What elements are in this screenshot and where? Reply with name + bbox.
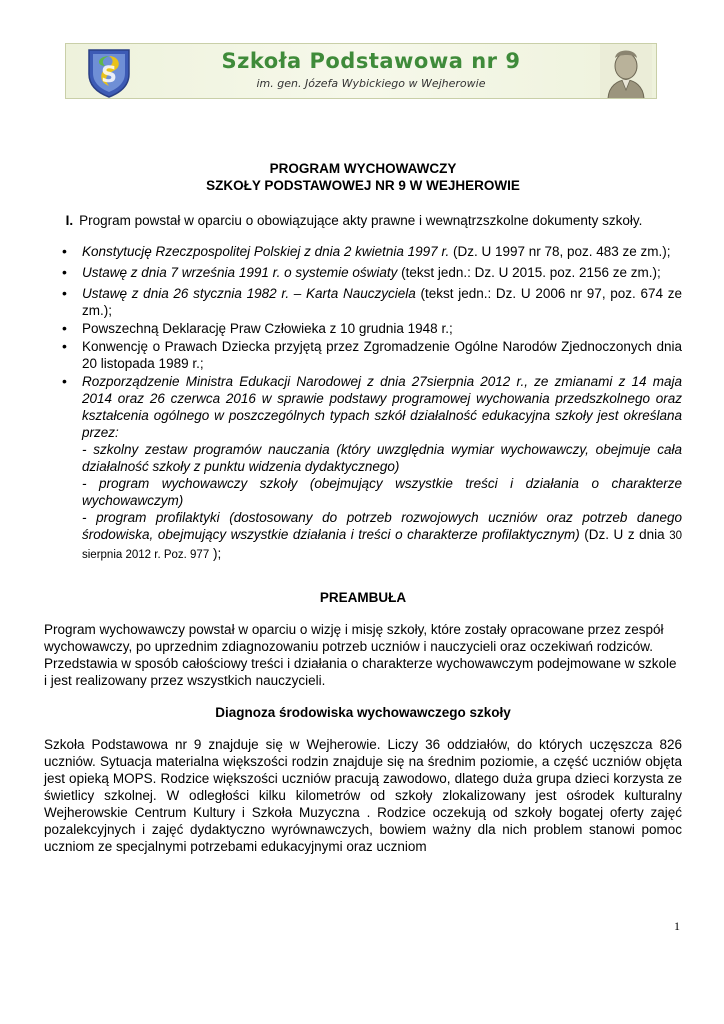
act-title: Ustawę z dnia 7 września 1991 r. o systemie oświaty [82,265,398,280]
regulation-citation: (Dz. U z dnia [579,527,670,542]
diagnosis-heading: Diagnoza środowiska wychowawczego szkoły [215,705,511,720]
document-body [44,160,682,855]
regulation-citation-end: ); [209,546,222,561]
patron-portrait-image [600,44,652,99]
section-1-numeral: I. [65,213,74,228]
act-title: Ustawę z dnia 26 stycznia 1982 r. – Karta Nauczyciela [82,286,416,301]
section-1-text: Program powstał w oparciu o obowiązujące akty prawne i wewnątrzszkolne dokumenty szkoły. [79,213,643,228]
regulation-subitem: - program wychowawczy szkoły (obejmujący wszystkie treści i działania o charakterze wychowawczym) [82,476,682,508]
title-line-1: PROGRAM WYCHOWAWCZY [269,161,457,176]
list-item [82,243,682,260]
regulation-subitem: - szkolny zestaw programów nauczania (który uwzględnia wymiar wychowawczy, obejmuje cała działalność szkoły z punktu widzenia dydaktycznego) [82,442,682,474]
crest-letter: S [101,63,117,88]
document-title [44,160,682,194]
act-reference: (Dz. U 1997 nr 78, poz. 483 ze zm.); [449,244,671,259]
regulation-subitem: - program profilaktyki (dostosowany do potrzeb rozwojowych uczniów oraz potrzeb danego środowiska, obejmujący wszystkie działania i treści o charakterze profilaktycznym) [82,510,682,542]
regulation-citation-date: 30 sierpnia 2012 r. Poz. 977 [82,530,682,561]
school-subtitle: im. gen. Józefa Wybickiego w Wejherowie [256,77,486,90]
legal-acts-list [44,243,682,564]
page-number: 1 [674,919,680,933]
list-item [82,320,682,337]
act-reference: Powszechną Deklarację Praw Człowieka z 10 grudnia 1948 r.; [82,321,453,336]
preamble-heading: PREAMBUŁA [319,590,407,605]
list-item [82,285,682,319]
preamble-text: Program wychowawczy powstał w oparciu o wizję i misję szkoły, które zostały opracowane przez zespół wychowawczy, po uprzednim zdiagnozowaniu potrzeb uczniów i nauczycieli oraz oczekiwań rodziców. Przedstawia w sposób całościowy treści i działania o charakterze wychowawczym podejmowane w szkole i jest realizowany przez wszystkich nauczycieli. [44,622,677,688]
header-banner [65,43,657,99]
act-reference: Konwencję o Prawach Dziecka przyjętą przez Zgromadzenie Ogólne Narodów Zjednoczonych dnia 20 listopada 1989 r.; [82,339,682,371]
list-item [82,338,682,372]
act-reference: (tekst jedn.: Dz. U 2006 nr 97, poz. 674 ze zm.); [82,286,682,318]
act-title: Konstytucję Rzeczpospolitej Polskiej z dnia 2 kwietnia 1997 r. [82,244,450,259]
list-item [82,264,682,281]
act-reference: (tekst jedn.: Dz. U 2015. poz. 2156 ze zm.); [397,265,661,280]
diagnosis-text: Szkoła Podstawowa nr 9 znajduje się w Wejherowie. Liczy 36 oddziałów, do których uczęszcza 826 uczniów. Sytuacja materialna większości rodzin znajduje się na średnim poziomie, a część uczniów objęta jest opieką MOPS. Rodzice większości uczniów pracują zawodowo, dlatego duża grupa dzieci korzysta ze świetlicy szkolnej. W odległości kilku kilometrów od szkoły zlokalizowany jest ośrodek kulturalny Wejherowskie Centrum Kultury i Szkoła Muzyczna . Rodzice oczekują od szkoły bogatej oferty zajęć pozalekcyjnych i zajęć dydaktyczno wyrównawczych, bowiem ważny dla nich problem stanowi pomoc uczniom ze specjalnymi potrzebami edukacyjnymi oraz uczniom [44,737,682,854]
section-1-intro [44,212,682,229]
title-line-2: SZKOŁY PODSTAWOWEJ NR 9 W WEJHEROWIE [206,178,520,193]
regulation-text: Rozporządzenie Ministra Edukacji Narodowej z dnia 27sierpnia 2012 r., ze zmianami z 14 maja 2014 oraz 26 czerwca 2016 w sprawie podstawy programowej wychowania przedszkolnego oraz kształcenia ogólnego w poszczególnych typach szkół działalność edukacyjna szkoły jest określana przez: [82,374,682,440]
list-item-regulation [82,373,682,564]
school-name: Szkoła Podstawowa nr 9 [221,49,521,73]
